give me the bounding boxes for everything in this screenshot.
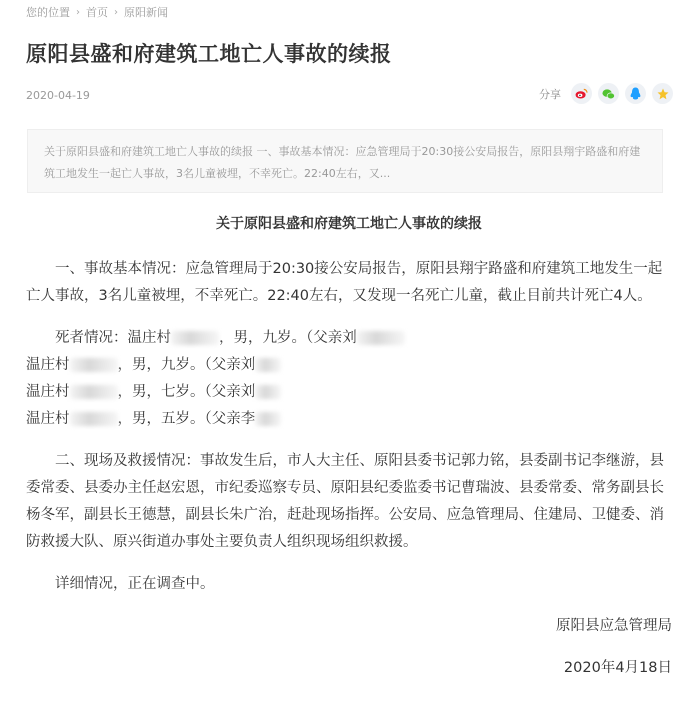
- redacted-name: [70, 412, 118, 426]
- article-heading: 关于原阳县盛和府建筑工地亡人事故的续报: [216, 216, 482, 232]
- share-wechat-button[interactable]: [598, 83, 619, 104]
- signature-date: 2020年4月18日: [563, 660, 672, 676]
- redacted-name: [357, 331, 405, 345]
- article-summary: 关于原阳县盛和府建筑工地亡人事故的续报 一、事故基本情况：应急管理局于20:30接公安局报告，原阳县翔宇路盛和府建筑工地发生一起亡人事故，3名儿童被埋，不幸死亡。22:40左右，又...: [27, 129, 663, 193]
- death-entry: 温庄村 ，男，七岁。（父亲刘: [26, 379, 672, 406]
- paragraph-closing: 详细情况，正在调查中。: [55, 576, 215, 592]
- redacted-name: [70, 358, 118, 372]
- share-bar: [539, 83, 673, 104]
- death-entry: 温庄村 ，男，九岁。（父亲刘: [26, 352, 672, 379]
- paragraph-section-2: 二、现场及救援情况：事故发生后，市人大主任、原阳县委书记郭力铭，县委副书记李继游，县委常委、县委办主任赵宏恩，市纪委巡察专员、原阳县纪委监委书记曹瑞波、县委常委、常务副县长杨冬军，副县长王德慧，副县长朱广治，赶赴现场指挥。公安局、应急管理局、住建局、卫健委、消防救援大队、原兴街道办事处主要负责人组织现场组织救援。: [26, 453, 664, 550]
- publish-date: 2020-04-19: [26, 89, 90, 102]
- deaths-label: 死者情况：: [55, 330, 128, 346]
- redacted-name: [255, 412, 281, 426]
- deaths-list: [26, 325, 672, 433]
- breadcrumb: [26, 4, 168, 20]
- article-body: [26, 212, 672, 697]
- share-label: 分享: [539, 87, 561, 101]
- death-entry: 死者情况：温庄村 ，男，九岁。（父亲刘: [26, 325, 672, 352]
- weibo-icon: [575, 88, 588, 99]
- redacted-name: [255, 358, 281, 372]
- breadcrumb-home-link[interactable]: 首页: [86, 6, 108, 19]
- redacted-name: [70, 385, 118, 399]
- breadcrumb-news-link[interactable]: 原阳新闻: [124, 6, 168, 19]
- share-qq-button[interactable]: [625, 83, 646, 104]
- redacted-name: [255, 385, 281, 399]
- signature: 原阳县应急管理局: [556, 618, 672, 634]
- paragraph-section-1: 一、事故基本情况：应急管理局于20:30接公安局报告，原阳县翔宇路盛和府建筑工地发生一起亡人事故，3名儿童被埋，不幸死亡。22:40左右，又发现一名死亡儿童，截止目前共计死亡4人。: [26, 261, 663, 304]
- chevron-right-icon: ›: [76, 6, 80, 18]
- breadcrumb-label: 您的位置: [26, 6, 70, 19]
- wechat-icon: [602, 88, 615, 100]
- page-title: 原阳县盛和府建筑工地亡人事故的续报: [26, 42, 392, 66]
- death-entry: 温庄村 ，男，五岁。（父亲李: [26, 406, 672, 433]
- share-weibo-button[interactable]: [571, 83, 592, 104]
- qq-icon: [630, 87, 641, 100]
- redacted-name: [171, 331, 219, 345]
- share-qzone-button[interactable]: [652, 83, 673, 104]
- chevron-right-icon: ›: [114, 6, 118, 18]
- star-icon: [657, 88, 669, 100]
